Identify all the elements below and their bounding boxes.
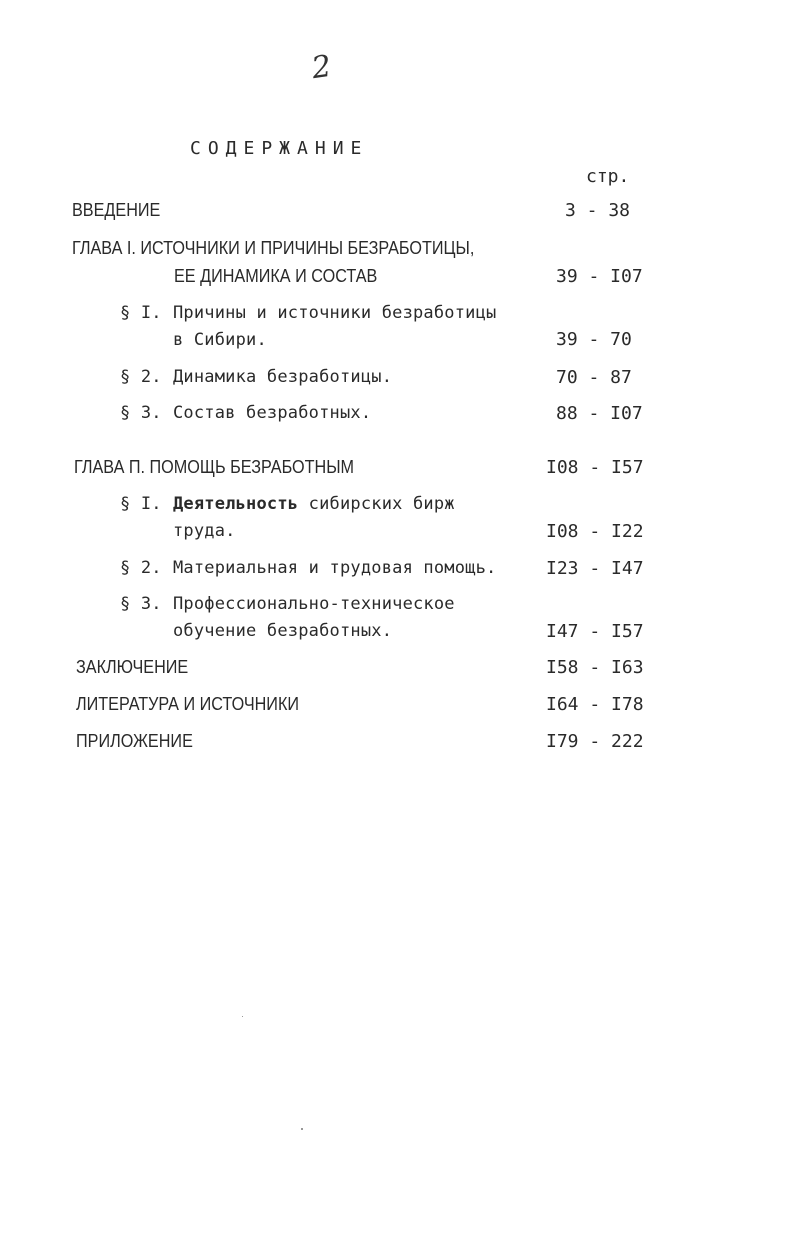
toc-pages-conclusion: I58 - I63 [546,657,644,678]
toc-entry-2-2: Материальная и трудовая помощь. [173,558,497,578]
toc-pages-chapter-1: 39 - I07 [556,266,643,287]
toc-pages-appendix: I79 - 222 [546,731,644,752]
toc-pages-2-2: I23 - I47 [546,558,644,579]
paper-speck [242,1016,243,1017]
toc-pages-1-2: 70 - 87 [556,367,632,388]
toc-entry-2-3-cont: обучение безработных. [173,621,393,641]
toc-entry-1-3: Состав безработных. [173,403,372,423]
pages-column-header: стр. [586,166,630,187]
toc-pages-intro: 3 - 38 [565,200,631,221]
toc-entry-literature: ЛИТЕРАТУРА И ИСТОЧНИКИ [76,694,300,714]
toc-section-marker: § 2. [120,558,162,578]
toc-entry-chapter-1: ГЛАВА I. ИСТОЧНИКИ И ПРИЧИНЫ БЕЗРАБОТИЦЫ, [72,238,475,258]
toc-entry-chapter-1-cont: ЕЕ ДИНАМИКА И СОСТАВ [174,266,378,286]
toc-entry-1-2: Динамика безработицы. [173,367,393,387]
toc-pages-2-3: I47 - I57 [546,621,644,642]
toc-section-marker: § 3. [120,403,162,423]
toc-section-marker: § I. [120,303,162,323]
toc-pages-literature: I64 - I78 [546,694,644,715]
toc-section-marker: § 2. [120,367,162,387]
toc-pages-1-3: 88 - I07 [556,403,643,424]
paper-speck [301,1128,303,1130]
toc-pages-chapter-2: I08 - I57 [546,457,644,478]
toc-entry-chapter-2: ГЛАВА П. ПОМОЩЬ БЕЗРАБОТНЫМ [74,457,355,477]
toc-entry-conclusion: ЗАКЛЮЧЕНИЕ [76,657,189,677]
toc-entry-2-1: Деятельность сибирских бирж [173,494,455,514]
toc-section-marker: § 3. [120,594,162,614]
toc-entry-1-1-cont: в Сибири. [173,330,267,350]
toc-pages-2-1: I08 - I22 [546,521,644,542]
toc-section-marker: § I. [120,494,162,514]
toc-entry-2-1-cont: труда. [173,521,236,541]
toc-entry-1-1: Причины и источники безработицы [173,303,497,323]
toc-entry-appendix: ПРИЛОЖЕНИЕ [76,731,193,751]
toc-pages-1-1: 39 - 70 [556,329,632,350]
handwritten-page-number: 2 [309,48,334,87]
toc-entry-2-3: Профессионально-техническое [173,594,455,614]
page-title: СОДЕРЖАНИЕ [190,138,369,159]
toc-entry-intro: ВВЕДЕНИЕ [72,200,161,220]
